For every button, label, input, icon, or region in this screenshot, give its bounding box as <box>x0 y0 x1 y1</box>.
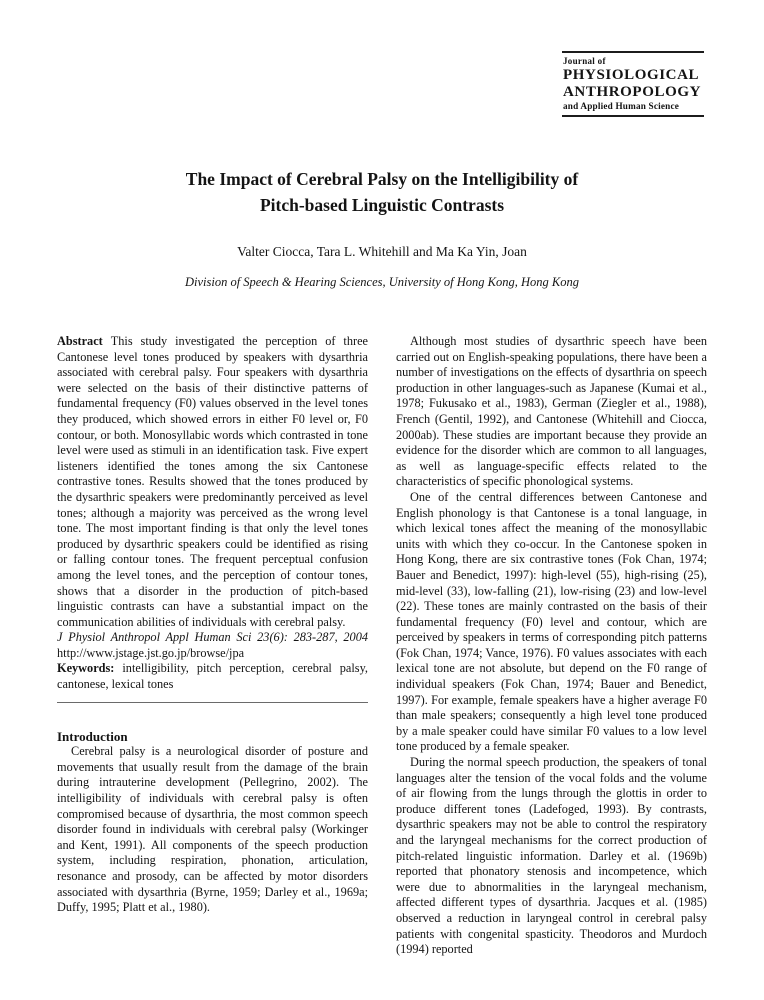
journal-logo-line-journal-of: Journal of <box>563 56 606 66</box>
journal-logo-line-subtitle: and Applied Human Science <box>563 101 680 111</box>
introduction-heading: Introduction <box>57 728 128 744</box>
abstract-text: This study investigated the perception of three Cantonese level tones produced by speakers with dysarthria associated with cerebral palsy. Four speakers with dysarthria were selected on the basis of their distinctive patterns of fundamental frequency (F0) values observed in the level tones they produced, which showed errors in either F0 level or, F0 contour, or both. Monosyllabic words which contrasted in tone level were used as stimuli in an identification task. Five expert listeners identified the tones among the six Cantonese contrastive tones. Results showed that the tones produced by the dysarthric speakers were predominantly perceived as level tones; although a majority was perceived as the wrong level tone. The most important finding is that only the level tones produced by dysarthric speakers could be identified as rising or falling contour tones. The frequent perceptual confusion among the level tones, and the perception of contour tones, shows that a disorder in the production of pitch-based linguistic contrasts can have a substantial impact on the communication abilities of individuals with cerebral palsy. <box>57 334 368 629</box>
affiliation: Division of Speech & Hearing Sciences, University of Hong Kong, Hong Kong <box>184 275 580 289</box>
right-column <box>396 334 707 958</box>
abstract-paragraph <box>57 334 368 661</box>
right-column-paragraph-2: One of the central differences between Cantonese and English phonology is that Cantonese is a tonal language, in which lexical tones affect the meaning of the monosyllabic units with which they co-occur. In the Cantonese spoken in Hong Kong, there are six contrastive tones (Fok Chan, 1974; Bauer and Benedict, 1997): high-level (55), high-rising (25), mid-level (33), low-falling (21), low-rising (23) and low-level (22). These tones are mainly contrasted on the basis of their fundamental frequency (F0) level and contour, which are perceived by speakers in terms of corresponding pitch patterns (Fok Chan, 1974; Vance, 1976). F0 values associates with each lexical tone are not absolute, but depend on the F0 range of individual speakers (Fok Chan, 1974; Bauer and Benedict, 1997). For example, female speakers have a higher average F0 than male speakers; consequently a high level tone produced by a male speaker could have similar F0 values to a low level tone produced by a female speaker. <box>396 489 707 754</box>
keywords-text: intelligibility, pitch perception, cerebral palsy, cantonese, lexical tones <box>57 661 368 692</box>
journal-logo-line-anthropology: ANTHROPOLOGY <box>563 83 702 100</box>
body-columns <box>57 334 707 958</box>
keywords-paragraph <box>57 661 368 692</box>
keywords-label: Keywords: <box>57 661 115 676</box>
journal-logo <box>562 51 704 117</box>
journal-citation: J Physiol Anthropol Appl Human Sci 23(6): 283-287, 2004 <box>57 630 368 645</box>
left-column <box>57 334 368 958</box>
authors: Valter Ciocca, Tara L. Whitehill and Ma Ka Yin, Joan <box>237 244 527 259</box>
journal-logo-line-physiological: PHYSIOLOGICAL <box>563 67 700 83</box>
paper-title-line-2: Pitch-based Linguistic Contrasts <box>259 195 505 215</box>
paper-title-line-1: The Impact of Cerebral Palsy on the Intelligibility of <box>185 169 579 189</box>
introduction-paragraph: Cerebral palsy is a neurological disorder of posture and movements that usually result from the damage of the brain during intrauterine development (Pellegrino, 2002). The intelligibility of individuals with cerebral palsy is often compromised because of dysarthria, the most common speech disorder found in individuals with cerebral palsy (Workinger and Kent, 1991). All components of the speech production system, including respiration, phonation, articulation, resonance and prosody, can be affected by motor disorders associated with dysarthria (Byrne, 1959; Darley et al., 1969a; Duffy, 1995; Platt et al., 1980). <box>57 744 368 915</box>
journal-url: http://www.jstage.jst.go.jp/browse/jpa <box>57 645 245 660</box>
keywords-divider <box>57 702 368 703</box>
right-column-paragraph-3: During the normal speech production, the speakers of tonal languages alter the tension of the vocal folds and the volume of air flowing from the lungs through the glottis in order to produce different tones (Ladefoged, 1993). By contrasts, dysarthric speakers may not be able to control the respiratory and the laryngeal mechanisms for the correct production of pitch-related linguistic information. Darley et al. (1969b) reported that phonatory stenosis and incompetence, which were due to abnormalities in the laryngeal mechanism, affected different types of dysarthria. Jacques et al. (1985) observed a reduction in laryngeal control in cerebral palsy patients with congenital spasticity. Theodoros and Murdoch (1994) reported <box>396 755 707 957</box>
right-column-paragraph-1: Although most studies of dysarthric speech have been carried out on English-speaking populations, there have been a number of investigations on the effects of dysarthria on speech production in other languages-such as Japanese (Kumai et al., 1978; Fukusako et al., 1983), German (Ziegler et al., 1988), French (Gentil, 1992), and Cantonese (Whitehill and Ciocca, 2000ab). These studies are important because they provide an evidence for the disorder which are common to all languages, as well as language-specific effects related to the characteristics of specific phonological systems. <box>396 334 707 489</box>
abstract-label: Abstract <box>57 334 103 348</box>
paper-title <box>0 166 764 218</box>
